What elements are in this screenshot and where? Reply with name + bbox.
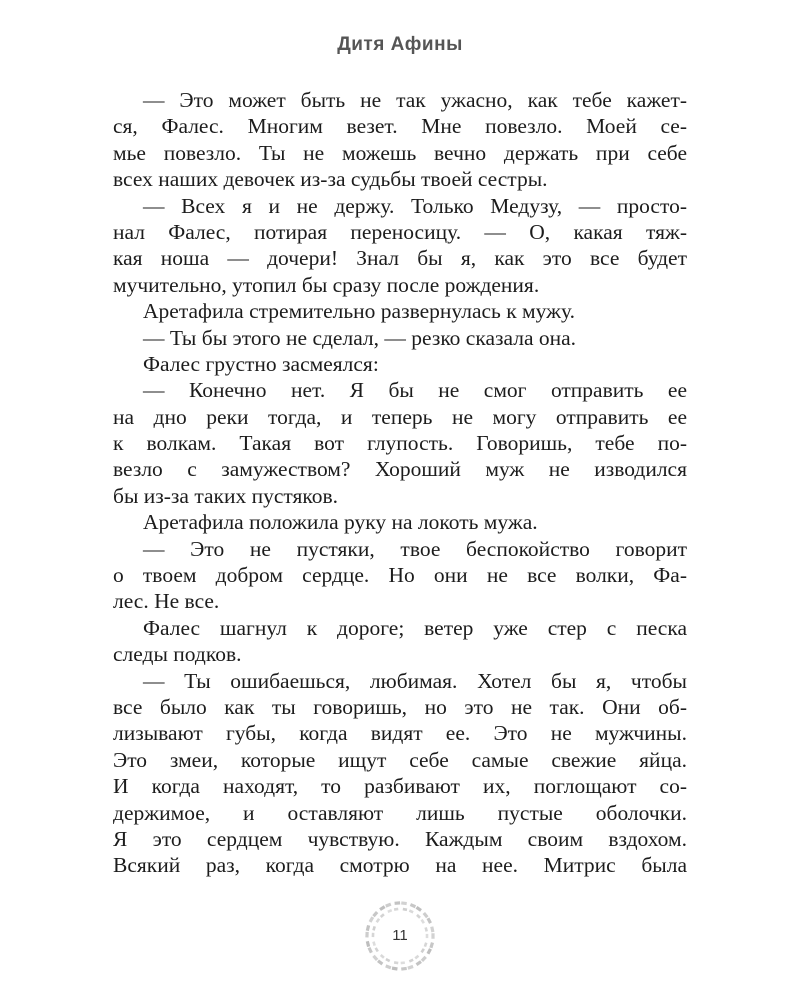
text-line: мье повезло. Ты не можешь вечно держать при себе: [113, 140, 687, 165]
text-line: — Это не пустяки, твое беспокойство говорит: [143, 536, 687, 561]
text-line: ся, Фалес. Многим везет. Мне повезло. Моей се-: [113, 114, 687, 139]
text-line: Аретафила стремительно развернулась к мужу.: [143, 299, 575, 324]
text-line: — Конечно нет. Я бы не смог отправить ее: [143, 378, 687, 403]
text-line: — Ты ошибаешься, любимая. Хотел бы я, чтобы: [143, 668, 687, 693]
text-line: — Это может быть не так ужасно, как тебе кажет-: [143, 88, 687, 112]
text-line: Аретафила положила руку на локоть мужа.: [143, 510, 538, 535]
text-line: следы подков.: [113, 642, 242, 667]
text-line: — Всех я и не держу. Только Медузу, — просто-: [143, 193, 687, 218]
text-line: — Ты бы этого не сделал, — резко сказала она.: [143, 325, 577, 350]
text-line: держимое, и оставляют лишь пустые оболочки.: [113, 800, 687, 825]
text-line: всех наших девочек из-за судьбы твоей сестры.: [113, 167, 548, 192]
text-line: лес. Не все.: [113, 589, 220, 614]
text-line: везло с замужеством? Хороший муж не изводился: [113, 457, 687, 482]
running-title: Дитя Афины: [337, 34, 463, 55]
page-number: 11: [392, 927, 408, 944]
text-line: о твоем добром сердце. Но они не все волки, Фа-: [113, 563, 687, 588]
text-line: Фалес шагнул к дороге; ветер уже стер с песка: [143, 615, 687, 640]
page-number-ornament: [362, 898, 438, 974]
text-line: Всякий раз, когда смотрю на нее. Митрис была: [113, 853, 687, 878]
text-line: Фалес грустно засмеялся:: [143, 351, 379, 376]
text-line: к волкам. Такая вот глупость. Говоришь, тебе по-: [113, 431, 687, 456]
text-line: все было как ты говоришь, но это не так. Они об-: [113, 694, 687, 719]
text-line: на дно реки тогда, и теперь не могу отправить ее: [113, 404, 687, 429]
text-line: Это змеи, которые ищут себе самые свежие яйца.: [113, 747, 687, 772]
text-line: Я это сердцем чувствую. Каждым своим вздохом.: [113, 826, 687, 851]
text-line: мучительно, утопил бы сразу после рождения.: [113, 272, 540, 297]
body-text: [113, 87, 687, 879]
text-line: нал Фалес, потирая переносицу. — О, какая тяж-: [113, 219, 687, 244]
text-line: И когда находят, то разбивают их, поглощают со-: [113, 774, 687, 799]
text-line: бы из-за таких пустяков.: [113, 483, 339, 508]
text-line: лизывают губы, когда видят ее. Это не мужчины.: [113, 721, 687, 746]
text-line: кая ноша — дочери! Знал бы я, как это все будет: [113, 246, 687, 271]
